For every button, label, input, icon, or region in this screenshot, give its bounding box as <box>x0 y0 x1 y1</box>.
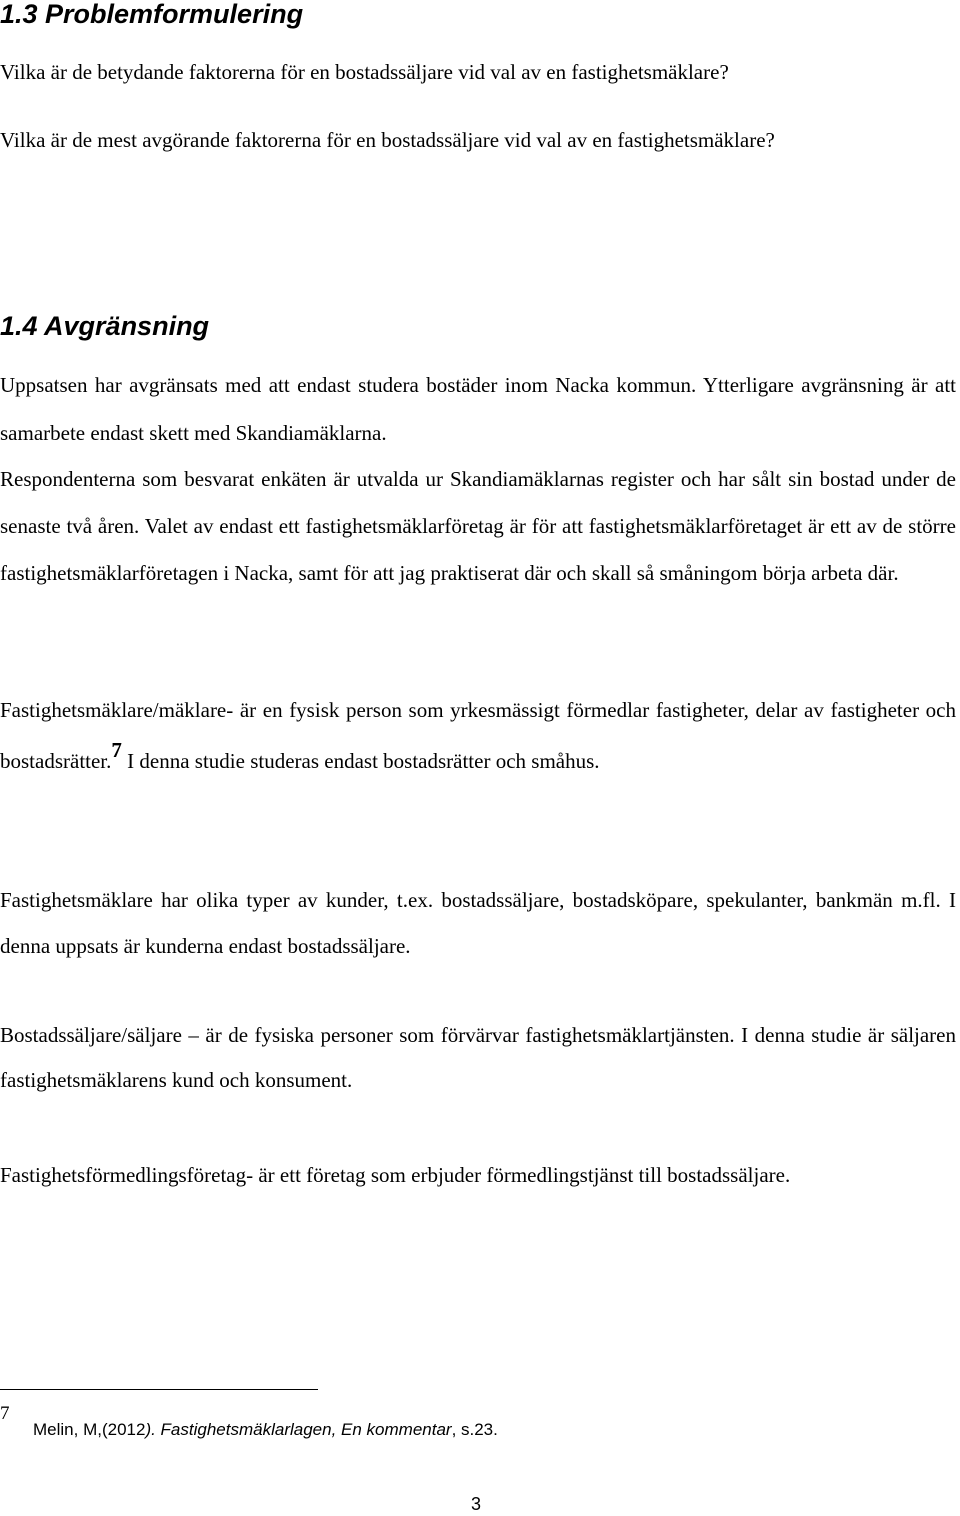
page-number: 3 <box>471 1494 482 1514</box>
delimitation-paragraph-2: Respondenterna som besvarat enkäten är utvalda ur Skandiamäklarnas register och har sålt sin bostad under de senaste två åren. Valet av endast ett fastighetsmäklarföretag är för att fastighetsmäklarföretaget är ett av de större fastighetsmäklarföretagen i Nacka, samt för att jag praktiserat där och skall så småningom börja arbeta där. <box>0 467 956 585</box>
research-question-2: Vilka är de mest avgörande faktorerna för en bostadssäljare vid val av en fastighetsmäklare? <box>0 128 775 152</box>
section-heading-avgransning: 1.4 Avgränsning <box>0 311 210 341</box>
footnote-reference: 7 <box>111 738 122 762</box>
research-question-1: Vilka är de betydande faktorerna för en bostadssäljare vid val av en fastighetsmäklare? <box>0 60 729 84</box>
definition-formedlingsforetag: Fastighetsförmedlingsföretag- är ett företag som erbjuder förmedlingstjänst till bostadssäljare. <box>0 1163 791 1187</box>
definition-kunder: Fastighetsmäklare har olika typer av kunder, t.ex. bostadssäljare, bostadsköpare, spekulanter, bankmän m.fl. I denna uppsats är kunderna endast bostadssäljare. <box>0 888 956 958</box>
definition-bostadssaljare: Bostadssäljare/säljare – är de fysiska personer som förvärvar fastighetsmäklartjänsten. I denna studie är säljaren fastighetsmäklarens kund och konsument. <box>0 1023 956 1092</box>
definition-fastighetsmaklare-scope: I denna studie studeras endast bostadsrätter och småhus. <box>121 749 600 773</box>
footnote-author: Melin, M,(2012 <box>33 1420 146 1439</box>
footnote-separator <box>0 1389 318 1390</box>
delimitation-paragraph-1: Uppsatsen har avgränsats med att endast studera bostäder inom Nacka kommun. Ytterligare avgränsning är att samarbete endast skett med Skandiamäklarna. <box>0 373 956 445</box>
section-heading-problemformulering: 1.3 Problemformulering <box>0 0 304 29</box>
footnote-citation <box>33 1418 498 1442</box>
footnote-number: 7 <box>0 1403 10 1424</box>
footnote-title: ). Fastighetsmäklarlagen, En kommentar <box>145 1420 452 1439</box>
definition-fastighetsmaklare-text: Fastighetsmäklare/mäklare- är en fysisk person som yrkesmässigt förmedlar fastigheter, delar av fastigheter och bostadsrätter. <box>0 698 956 773</box>
definition-fastighetsmaklare <box>0 685 956 787</box>
footnote-pages: , s.23. <box>451 1420 498 1439</box>
